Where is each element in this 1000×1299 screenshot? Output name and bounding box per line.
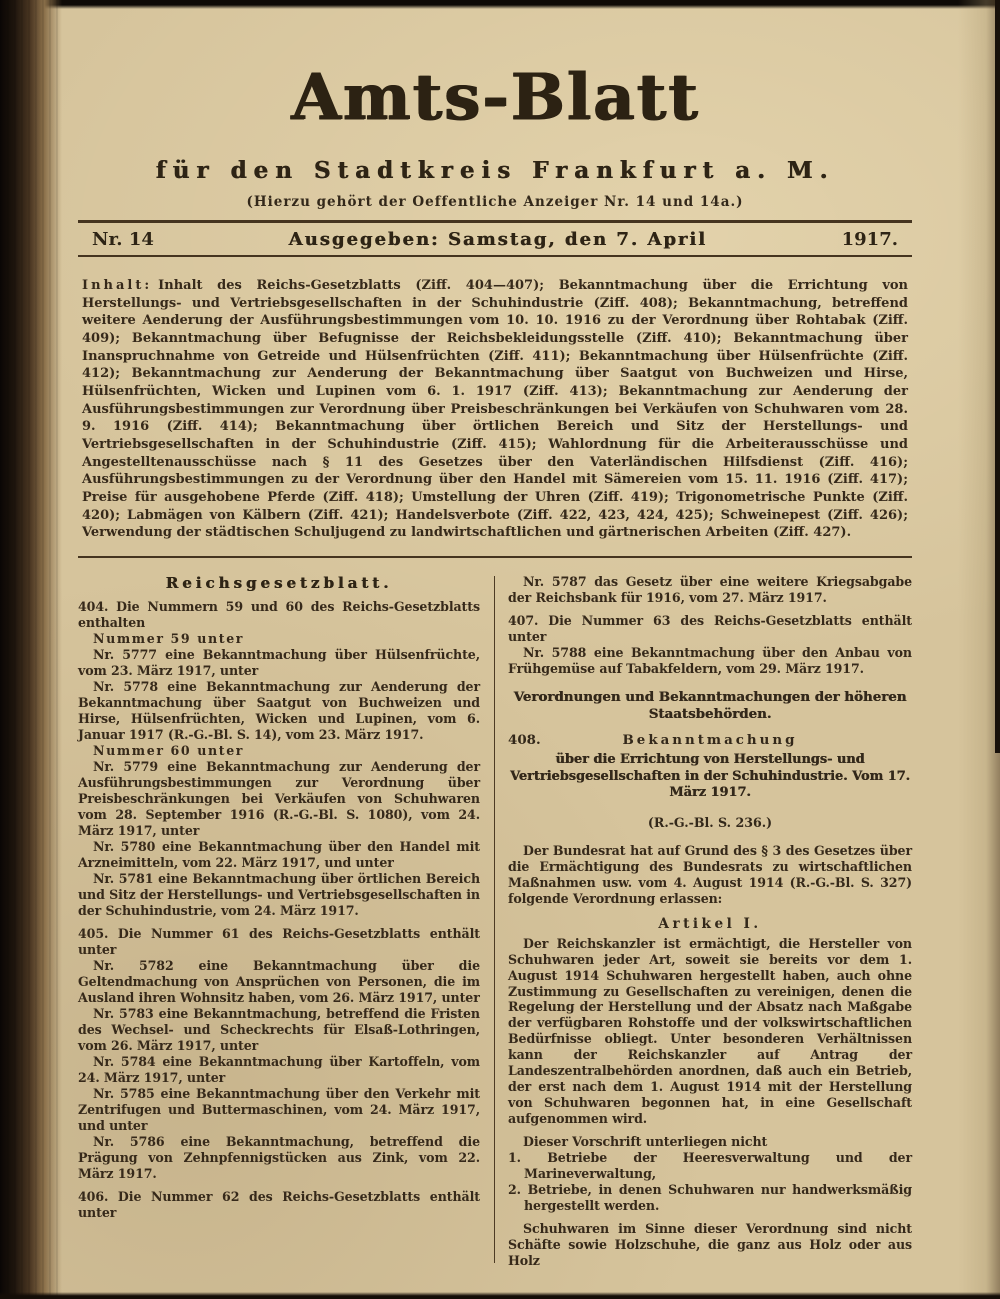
rule-below-issue — [78, 255, 912, 257]
paragraph: Der Bundesrat hat auf Grund des § 3 des Gesetzes über die Ermächtigung des Bundesrats zu wirtschaftlichen Maßnahmen usw. vom 4. August 1914 (R.-G.-Bl. S. 327) folgende Verordnung erlassen: — [508, 842, 912, 906]
paragraph: Der Reichskanzler ist ermächtigt, die Hersteller von Schuhwaren jeder Art, soweit sie bereits vor dem 1. August 1914 Schuhwaren hergestellt haben, auch ohne Zustimmung zu Gesellschaften zu vereinigen, denen die Regelung der Herstellung und der Absatz nach Maßgabe der verfügbaren Rohstoffe und der volkswirtschaftlichen Bedürfnisse obliegt. Unter besonderen Verhältnissen kann der Reichskanzler auf Antrag der Landeszentralbehörden anordnen, daß auch ein Betrieb, der erst nach dem 1. August 1914 mit der Herstellung von Schuhwaren begonnen hat, in eine Gesellschaft aufgenommen wird. — [508, 935, 912, 1127]
page-title: Amts-Blatt — [290, 60, 700, 135]
scan-edge-right — [958, 0, 1000, 1299]
paragraph: Nummer 60 unter — [93, 742, 245, 758]
issue-date: Ausgegeben: Samstag, den 7. April — [288, 229, 707, 250]
paragraph: 405. Die Nummer 61 des Reichs-Gesetzblatts enthält unter — [78, 925, 480, 957]
decree-number: 408. — [508, 731, 541, 748]
issue-row — [78, 223, 912, 255]
right-column — [508, 574, 912, 1269]
list-item: 1. Betriebe der Heeresverwaltung und der Marineverwaltung, — [508, 1150, 912, 1182]
toc-text: Inhalt des Reichs-Gesetzblatts (Ziff. 404—407); Bekanntmachung über die Errichtung von Herstellungs- und Vertriebsgesellschaften in der Schuhindustrie (Ziff. 408); Bekanntmachung, betreffend weitere Aenderung der Ausführungsbestimmungen vom 10. 10. 1916 zu der Verordnung über Rohtabak (Ziff. 409); Bekanntmachung über Befugnisse der Reichsbekleidungsstelle (Ziff. 410); Bekanntmachung über Inanspruchnahme von Getreide und Hülsenfrüchten (Ziff. 411); Bekanntmachung über Hülsenfrüchte (Ziff. 412); Bekanntmachung zur Aenderung der Bekanntmachung über Saatgut von Buchweizen und Hirse, Hülsenfrüchten, Wicken und Lupinen vom 6. 1. 1917 (Ziff. 413); Bekanntmachung zur Aenderung der Ausführungsbestimmungen zur Verordnung über Preisbeschränkungen bei Verkäufen von Schuhwaren vom 28. 9. 1916 (Ziff. 414); Bekanntmachung über örtlichen Bereich und Sitz der Herstellungs- und Vertriebsgesellschaften in der Schuhindustrie (Ziff. 415); Wahlordnung für die Arbeiterausschüsse und Angestelltenausschüsse nach § 11 des Gesetzes über den Vaterländischen Hilfsdienst (Ziff. 416); Ausführungsbestimmungen zu der Verordnung über den Handel mit Sämereien vom 15. 11. 1916 (Ziff. 417); Preise für ausgehobene Pferde (Ziff. 418); Umstellung der Uhren (Ziff. 419); Trigonometrische Punkte (Ziff. 420); Labmägen von Kälbern (Ziff. 421); Handelsverbote (Ziff. 422, 423, 424, 425); Schweinepest (Ziff. 426); Verwendung der städtischen Schuljugend zu landwirtschaftlichen und gärtnerischen Arbeiten (Ziff. 427). — [82, 278, 908, 541]
decree-title: Bekanntmachung — [622, 731, 798, 748]
toc-label: Inhalt: — [82, 278, 153, 293]
column-layout — [78, 574, 912, 1269]
scan-edge-right-dark — [995, 0, 1000, 753]
paragraph: Nr. 5783 eine Bekanntmachung, betreffend die Fristen des Wechsel- und Scheckrechts für Elsaß-Lothringen, vom 26. März 1917, unter — [78, 1005, 480, 1053]
left-column-heading: Reichsgesetzblatt. — [165, 574, 393, 593]
section-heading: Verordnungen und Bekanntmachungen der höheren Staatsbehörden. — [513, 688, 907, 723]
paragraph: Nr. 5780 eine Bekanntmachung über den Handel mit Arzneimitteln, vom 22. März 1917, und unter — [78, 838, 480, 870]
scan-edge-top — [0, 0, 1000, 9]
decree-title-row — [508, 732, 912, 748]
paragraph: 406. Die Nummer 62 des Reichs-Gesetzblatts enthält unter — [78, 1188, 480, 1220]
table-of-contents — [82, 277, 908, 542]
page-subtitle: für den Stadtkreis Frankfurt a. M. — [155, 157, 835, 184]
paragraph: Nummer 59 unter — [93, 631, 245, 647]
list-item: 2. Betriebe, in denen Schuhwaren nur handwerksmäßig hergestellt werden. — [508, 1182, 912, 1214]
paragraph: Nr. 5786 eine Bekanntmachung, betreffend die Prägung von Zehnpfennigstücken aus Zink, vom 22. März 1917. — [78, 1133, 480, 1181]
masthead-note: (Hierzu gehört der Oeffentliche Anzeiger Nr. 14 und 14a.) — [246, 194, 744, 210]
paragraph: Nr. 5787 das Gesetz über eine weitere Kriegsabgabe der Reichsbank für 1916, vom 27. März 1917. — [508, 574, 912, 606]
paragraph: Schuhwaren im Sinne dieser Verordnung sind nicht Schäfte sowie Holzschuhe, die ganz aus Holz oder aus Holz — [508, 1221, 912, 1269]
book-binding-edge — [0, 0, 62, 1299]
paragraph: Nr. 5778 eine Bekanntmachung zur Aenderung der Bekanntmachung über Saatgut von Buchweizen und Hirse, Hülsenfrüchten, Wicken und Lupinen, vom 6. Januar 1917 (R.-G.-Bl. S. 14), vom 23. März 1917. — [78, 679, 480, 742]
paragraph: Nr. 5788 eine Bekanntmachung über den Anbau von Frühgemüse auf Tabakfeldern, vom 29. März 1917. — [508, 645, 912, 676]
issue-number: Nr. 14 — [92, 229, 154, 250]
paragraph: Nr. 5781 eine Bekanntmachung über örtlichen Bereich und Sitz der Herstellungs- und Vertriebsgesellschaften in der Schuhindustrie, vom 24. März 1917. — [78, 870, 480, 918]
left-column — [78, 574, 480, 1269]
paragraph: 404. Die Nummern 59 und 60 des Reichs-Gesetzblatts enthalten — [78, 599, 480, 631]
paragraph: Dieser Vorschrift unterliegen nicht — [523, 1134, 768, 1150]
decree-reference: (R.-G.-Bl. S. 236.) — [647, 815, 773, 831]
rule-below-toc — [78, 556, 912, 558]
paragraph: Nr. 5782 eine Bekanntmachung über die Geltendmachung von Ansprüchen von Personen, die im Ausland ihren Wohnsitz haben, vom 26. März 1917, unter — [78, 957, 480, 1005]
scan-edge-bottom — [0, 1292, 1000, 1299]
issue-year: 1917. — [841, 229, 898, 250]
paragraph: 407. Die Nummer 63 des Reichs-Gesetzblatts enthält unter — [508, 613, 912, 645]
paragraph: Nr. 5785 eine Bekanntmachung über den Verkehr mit Zentrifugen und Buttermaschinen, vom 24. März 1917, und unter — [78, 1085, 480, 1133]
paragraph: Nr. 5779 eine Bekanntmachung zur Aenderung der Ausführungsbestimmungen zur Verordnung über Preisbeschränkungen bei Verkäufen von Schuhwaren vom 28. September 1916 (R.-G.-Bl. S. 1080), vom 24. März 1917, unter — [78, 758, 480, 838]
article-heading: Artikel I. — [658, 915, 762, 932]
paragraph: Nr. 5784 eine Bekanntmachung über Kartoffeln, vom 24. März 1917, unter — [78, 1053, 480, 1085]
page-content — [78, 14, 912, 1269]
decree-subtitle: über die Errichtung von Herstellungs- und Vertriebsgesellschaften in der Schuhindustrie. Vom 17. März 1917. — [509, 751, 910, 801]
column-divider — [494, 576, 495, 1263]
paragraph: Nr. 5777 eine Bekanntmachung über Hülsenfrüchte, vom 23. März 1917, unter — [78, 647, 480, 679]
